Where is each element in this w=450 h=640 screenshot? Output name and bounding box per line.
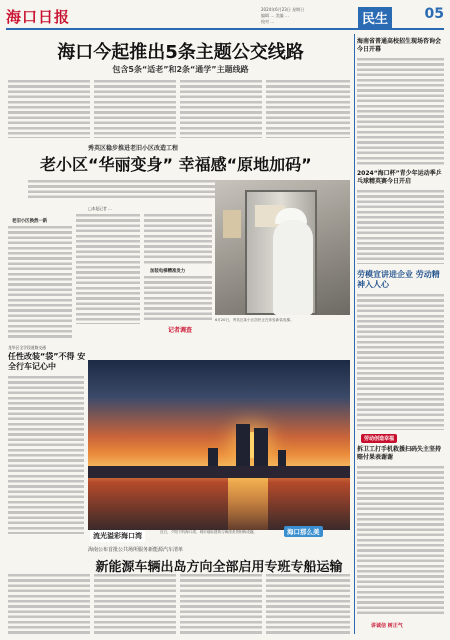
shoreline [88,466,350,478]
notice-board [223,210,241,238]
lead-body-col-2 [94,80,176,138]
right-item-2-headline: 2024“海口杯”青少年运动季乒乓球精英赛今日开启 [357,170,442,185]
lead-body-col-4 [266,80,350,138]
sunset-photo [88,360,350,530]
bottom-body-col-1 [8,574,90,636]
section-name: 民生 [358,7,392,28]
feature-subhead: 老旧小区换然一新 [12,219,48,224]
feature-body-col-1 [8,226,72,338]
lead-headline: 海口今起推出5条主题公交线路 [57,42,304,63]
meta-line: 校对 … [261,19,275,24]
sunset-photo-title: 流光溢彩海口湾 [90,530,145,542]
lead-body-col-3 [180,80,262,138]
feature-body-col-4 [144,276,212,322]
tower [236,424,250,468]
right-item-2-body [357,190,444,264]
water-reflection [228,478,268,530]
lead-body-col-1 [8,80,90,138]
right-column [357,34,444,634]
feature-headline: 老小区“华丽变身” 幸福感“原地加码” [40,155,312,174]
reporter-tag: 记者调查 [168,327,193,334]
elevator-photo [215,180,350,315]
right-item-3-headline: 劳模宣讲进企业 劳动精神入人心 [357,270,440,289]
bottom-body-col-2 [94,574,176,636]
bottom-kicker: 海南公布首批公共场所服务新能源汽车清单 [88,547,184,553]
elevator-photo-caption: 6月20日，秀英区某小区居民正在体验新装电梯。 [215,318,294,322]
lead-subheadline: 包含5条“适老”和2条“通学”主题线路 [112,65,249,74]
worker-figure [273,220,313,315]
bottom-body-col-3 [180,574,262,636]
page-number: 05 [424,6,444,22]
feature-subhead: 加装电梯精准发力 [150,269,186,274]
column-divider [354,34,355,634]
feature-body-col-2 [76,214,140,324]
right-footer-slogan: 讲诚信 树正气 [371,623,403,629]
right-item-1-headline: 海南省普通高校招生现场咨询会今日开幕 [357,38,442,53]
right-item-4-body [357,466,444,616]
feature-kicker: 秀英区稳步推进老旧小区改造工程 [88,145,179,152]
right-item-3-badge: 劳动创造幸福 [361,434,397,443]
sunset-photo-caption: 近日，夕阳下的海口湾，城市地标建筑与海湾美景相映成趣。 [160,530,258,534]
masthead [6,4,444,30]
bottom-headline: 新能源车辆出岛方向全部启用专班专船运输 [95,560,343,575]
column-badge: 海口那么美 [284,526,323,537]
tower [254,428,268,468]
right-item-3-body [357,294,444,430]
newspaper-logo: 海口日报 [6,8,71,26]
tower [208,448,218,468]
masthead-meta [261,7,341,25]
side-kicker: 龙华区全学段道路交通 [8,345,46,350]
right-item-4-headline: 拆卫工打手机救援扫码失主坚持赔付果表谢谢 [357,446,442,461]
feature-body-col-3 [144,214,212,266]
right-item-1-body [357,58,444,166]
side-headline: 任性改装“袋”不得 安全行车记心中 [8,352,86,371]
meta-line: 2024年6月23日 星期日 [261,7,305,12]
bottom-body-col-4 [266,574,350,636]
meta-line: 编辑 … 美编 … [261,13,289,18]
feature-byline: □本报记者 … [88,206,112,211]
side-body [8,376,84,534]
